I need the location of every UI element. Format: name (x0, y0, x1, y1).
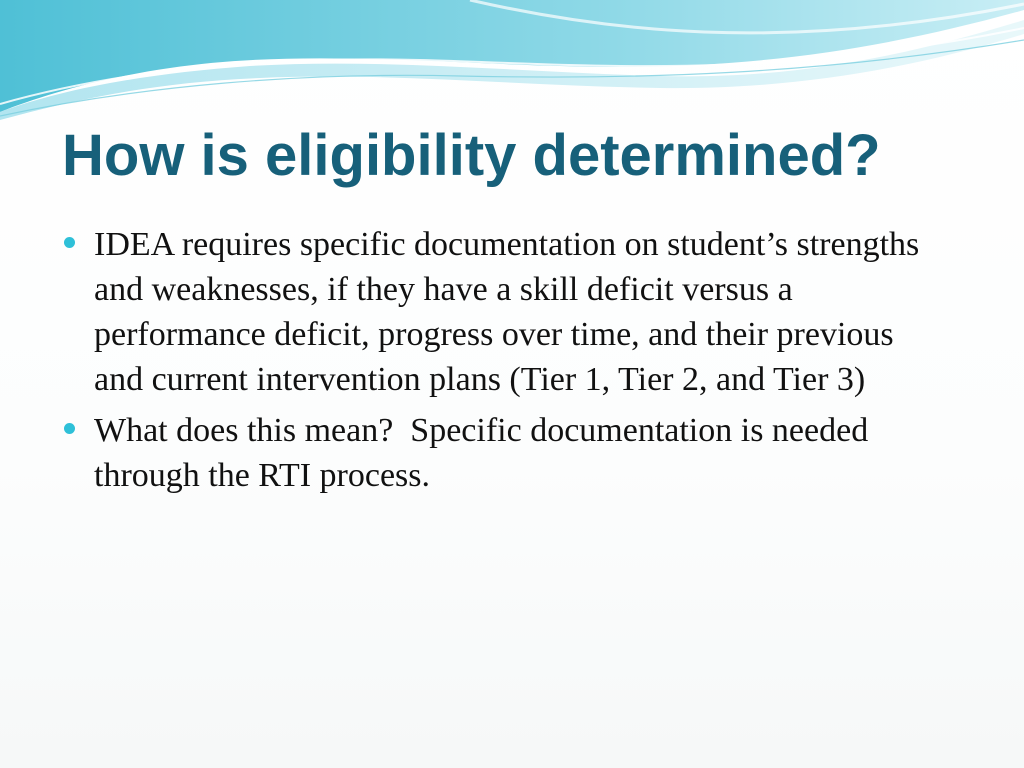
bullet-item (62, 408, 942, 498)
header-wave-decoration (0, 0, 1024, 130)
bullet-item (62, 222, 942, 402)
bullet-dot-icon (64, 423, 75, 434)
bullet-text: What does this mean? Specific documentation is needed through the RTI process. (94, 412, 877, 494)
bullet-text: IDEA requires specific documentation on student’s strengths and weaknesses, if they have a skill deficit versus a performance deficit, progress over time, and their previous and current intervention plans (Tier 1, Tier 2, and Tier 3) (94, 226, 920, 398)
slide-title: How is eligibility determined? (62, 123, 881, 188)
bullet-list (62, 222, 942, 504)
bullet-dot-icon (64, 237, 75, 248)
